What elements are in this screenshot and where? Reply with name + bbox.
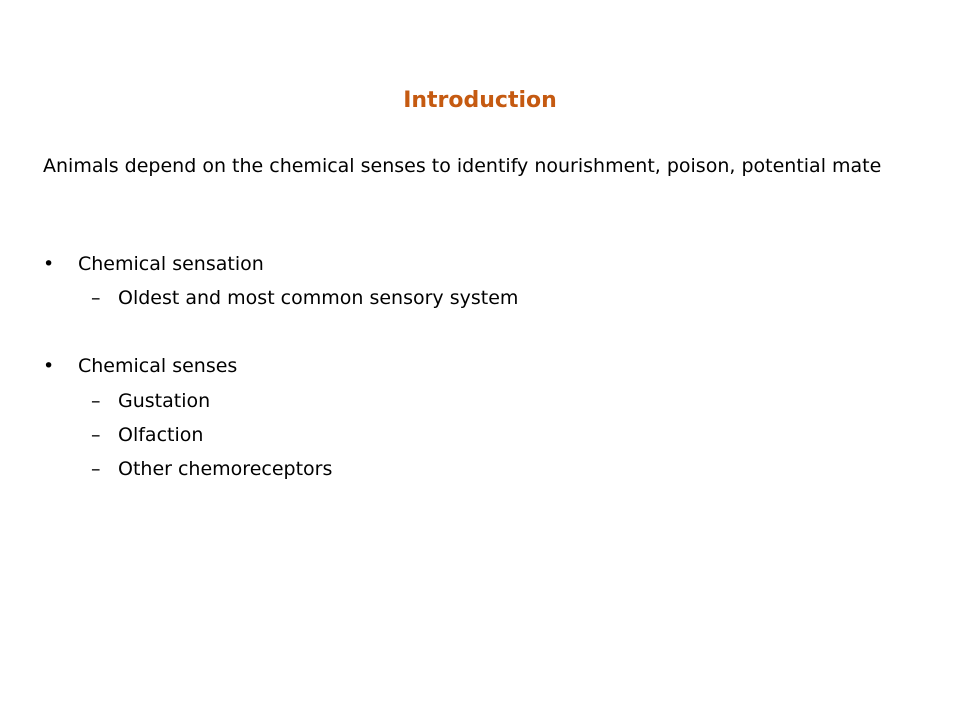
sub-bullet-marker: – [91, 287, 101, 309]
sub-bullet-other-chemoreceptors [91, 454, 332, 484]
intro-paragraph: Animals depend on the chemical senses to identify nourishment, poison, potential mate [43, 155, 882, 177]
slide-title: Introduction [403, 88, 557, 113]
sub-bullet-gustation [91, 386, 210, 416]
sub-bullet-label: Oldest and most common sensory system [118, 287, 519, 309]
bullet-label: Chemical sensation [78, 253, 264, 275]
sub-bullet-marker: – [91, 458, 101, 480]
bullet-marker: • [43, 253, 55, 275]
bullet-chemical-sensation [43, 249, 264, 279]
sub-bullet-olfaction [91, 420, 203, 450]
bullet-label: Chemical senses [78, 355, 238, 377]
bullet-marker: • [43, 355, 55, 377]
sub-bullet-label: Olfaction [118, 424, 204, 446]
sub-bullet-label: Other chemoreceptors [118, 458, 333, 480]
sub-bullet-oldest-system [91, 283, 518, 313]
sub-bullet-marker: – [91, 424, 101, 446]
sub-bullet-marker: – [91, 390, 101, 412]
sub-bullet-label: Gustation [118, 390, 211, 412]
bullet-chemical-senses [43, 351, 237, 381]
